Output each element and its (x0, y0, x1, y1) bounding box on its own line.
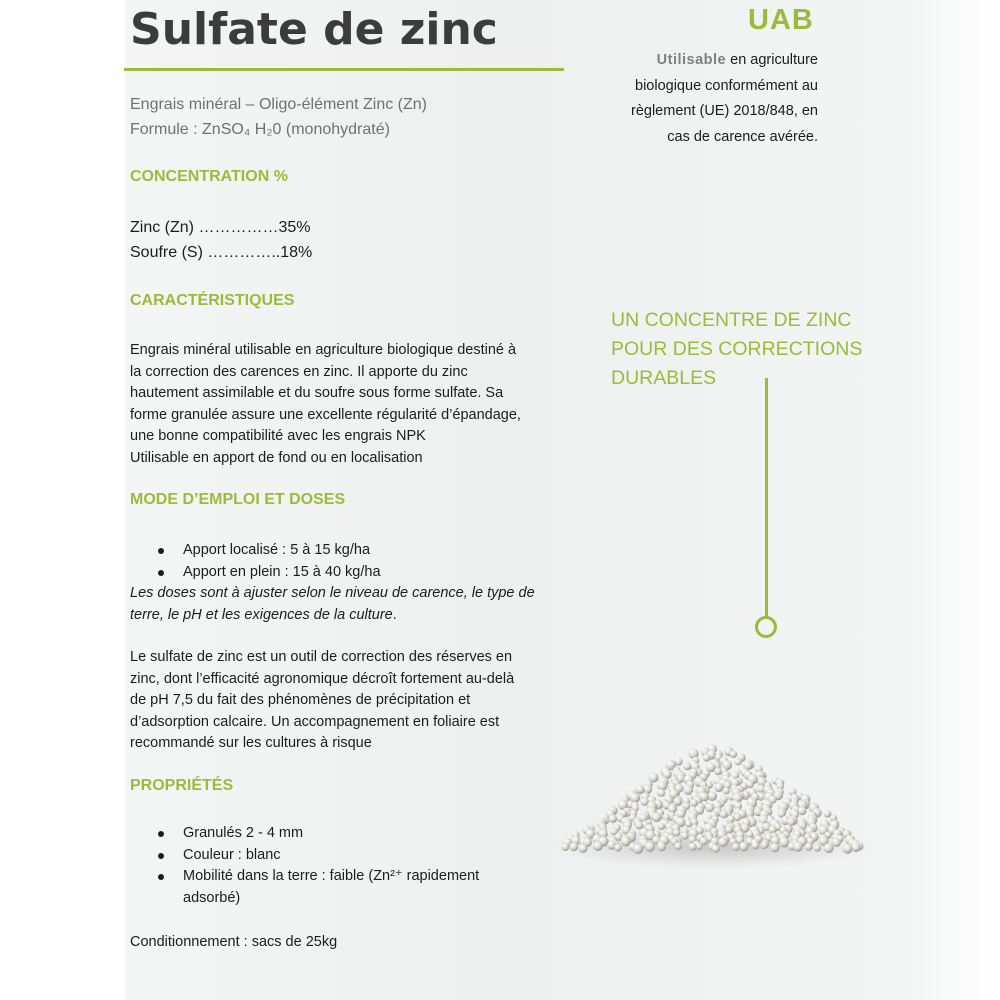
period-text: . (392, 606, 397, 623)
zinc-concentration: Zinc (Zn) ……………35% (130, 219, 311, 236)
uab-text-line: biologique conformément au (635, 77, 818, 94)
caracteristiques-heading: CARACTÉRISTIQUES (130, 292, 295, 309)
text-line: recommandé sur les cultures à risque (130, 735, 372, 751)
slogan-line: DURABLES (611, 367, 717, 389)
granule (798, 807, 807, 816)
concentration-values (130, 215, 312, 265)
granule (689, 843, 697, 851)
formula-line: Formule : ZnSO₄ H₂0 (monohydraté) (130, 121, 390, 138)
bullet-icon (158, 570, 164, 576)
text-line: zinc, dont l’efficacité agronomique décroît fortement au-delà (130, 670, 515, 687)
granule (718, 837, 728, 847)
text-line: forme granulée assure une excellente régularité d’épandage, (130, 406, 521, 423)
slogan-line: POUR DES CORRECTIONS (611, 338, 863, 360)
page-margin (0, 0, 125, 1000)
list-item-text: adsorbé) (183, 889, 241, 906)
uab-badge: UAB (748, 4, 814, 36)
uab-text-rest: en agriculture (726, 52, 818, 68)
granule (621, 837, 631, 847)
granule (652, 813, 661, 822)
granule (769, 826, 777, 834)
uab-description (578, 48, 818, 150)
italic-line-2 (130, 605, 570, 627)
usage-paragraph (130, 647, 570, 755)
granule (751, 842, 759, 850)
granule (658, 823, 665, 830)
granule (673, 829, 680, 836)
title-underline (124, 68, 564, 71)
list-item (130, 562, 381, 584)
granule (645, 842, 655, 852)
granule (593, 841, 603, 851)
granule (657, 842, 666, 851)
list-item (130, 823, 479, 845)
granule (633, 844, 643, 854)
granule (739, 842, 749, 852)
granule (683, 763, 691, 771)
uab-text-line (578, 48, 818, 74)
granule (614, 844, 622, 852)
granule (681, 832, 689, 840)
dose-note (130, 583, 570, 626)
subtitle-line: Engrais minéral – Oligo-élément Zinc (Zn) (130, 96, 427, 113)
soufre-concentration: Soufre (S) …………..18% (130, 244, 313, 261)
text-line: une bonne compatibilité avec les engrais NPK (130, 428, 426, 444)
granule (708, 791, 718, 801)
product-subtitle (130, 92, 427, 142)
properties-list (130, 823, 479, 909)
granule (814, 844, 822, 852)
list-item (130, 540, 381, 562)
granule (690, 799, 698, 807)
italic-text: terre, le pH et les exigences de la culture (130, 606, 393, 623)
mode-emploi-heading: MODE D’EMPLOI ET DOSES (130, 491, 346, 508)
granule (712, 845, 720, 853)
granule (723, 787, 730, 794)
text-line: la correction des carences en zinc. Il apporte du zinc (130, 363, 468, 380)
granule (658, 790, 665, 797)
granule (746, 831, 753, 838)
list-item (130, 845, 479, 867)
page-title: Sulfate de zinc (130, 4, 498, 55)
uab-text-line: règlement (UE) 2018/848, en (631, 103, 818, 119)
uab-text-line: cas de carence avérée. (667, 128, 818, 145)
italic-line: Les doses sont à ajuster selon le niveau de carence, le type de (130, 585, 535, 601)
slogan-line: UN CONCENTRE DE ZINC (611, 309, 852, 331)
slogan (611, 306, 862, 393)
text-line: de pH 7,5 du fait des phénomènes de précipitation et (130, 692, 471, 708)
granule (843, 844, 853, 854)
granule (734, 758, 741, 765)
conditionnement-text: Conditionnement : sacs de 25kg (130, 934, 338, 950)
conditionnement (130, 932, 570, 954)
list-item-text: Apport localisé : 5 à 15 kg/ha (183, 542, 371, 558)
list-item-continuation (130, 888, 479, 910)
granule (852, 843, 861, 852)
granule (657, 781, 667, 791)
granule (732, 843, 740, 851)
bullet-icon (158, 831, 164, 837)
list-item-text: Granulés 2 - 4 mm (183, 825, 304, 841)
granule (824, 843, 834, 853)
granule (793, 842, 803, 852)
granule (720, 810, 728, 818)
granule (714, 768, 722, 776)
granule (714, 783, 723, 792)
text-line: Engrais minéral utilisable en agriculture biologique destiné à (130, 342, 517, 358)
proprietes-heading: PROPRIÉTÉS (130, 777, 234, 794)
granule (703, 754, 711, 762)
granule (832, 838, 841, 847)
caracteristiques-text (130, 340, 570, 469)
bullet-icon (158, 548, 164, 554)
concentration-heading: CONCENTRATION % (130, 168, 288, 185)
granule (685, 820, 692, 827)
granule (770, 843, 779, 852)
granule (674, 842, 682, 850)
granule (730, 751, 737, 758)
granule (562, 843, 570, 851)
granule (609, 815, 617, 823)
granule (569, 842, 578, 851)
text-line: d’adsorption calcaire. Un accompagnement en foliaire est (130, 713, 500, 730)
list-item (130, 866, 479, 888)
granule (579, 844, 588, 853)
granule (761, 842, 768, 849)
uab-text-strong: Utilisable (656, 52, 727, 68)
text-line: hautement assimilable et du soufre sous forme sulfate. Sa (130, 385, 504, 401)
decorative-vertical-line (765, 378, 768, 618)
granule (805, 843, 813, 851)
bullet-icon (158, 853, 164, 859)
text-line: Utilisable en apport de fond ou en localisation (130, 449, 423, 466)
granules-pile-image (555, 725, 875, 870)
decorative-circle-icon (755, 616, 777, 638)
text-line: Le sulfate de zinc est un outil de correction des réserves en (130, 649, 513, 665)
dose-list (130, 540, 381, 583)
list-item-text: Apport en plein : 15 à 40 kg/ha (183, 563, 381, 580)
list-item-text: Mobilité dans la terre : faible (Zn²⁺ rapidement (183, 868, 480, 884)
bullet-icon (158, 874, 164, 880)
list-item-text: Couleur : blanc (183, 846, 281, 863)
granule (635, 785, 644, 794)
